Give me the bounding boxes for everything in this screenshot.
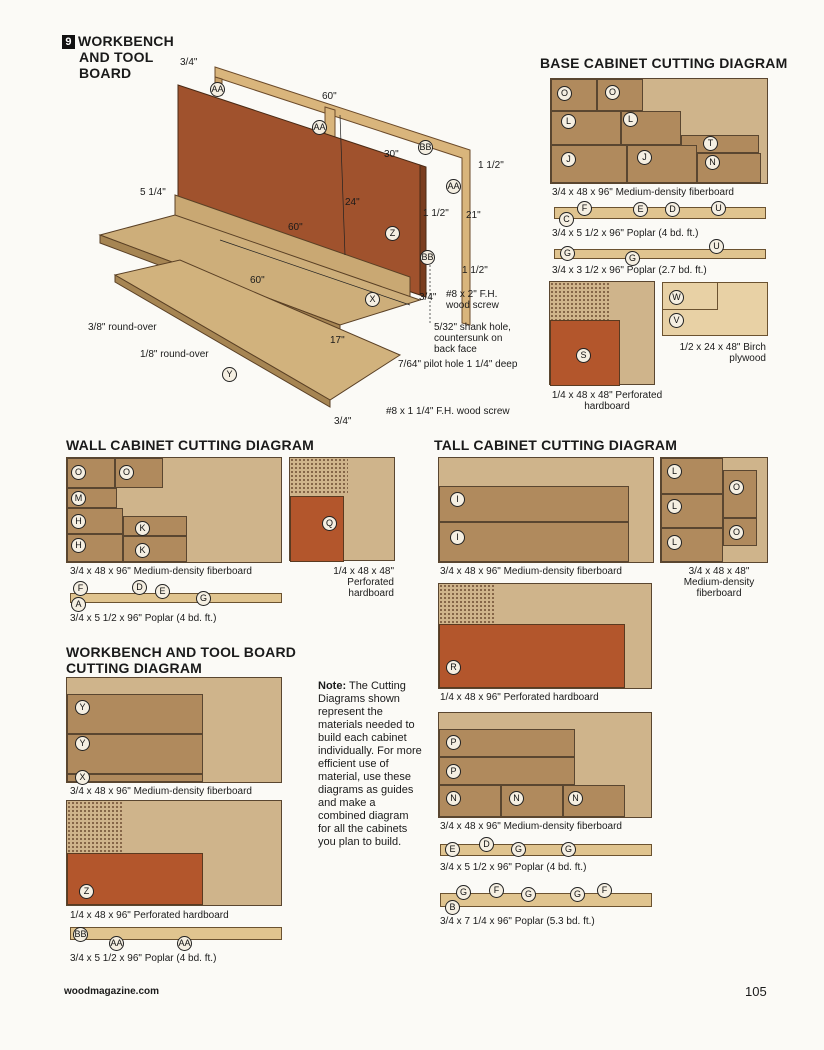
wb-hardboard-sheet <box>66 800 282 906</box>
tall-mdf-small-caption: 3/4 x 48 x 48" Medium-density fiberboard <box>683 566 755 599</box>
part-tag: F <box>577 201 592 216</box>
part-tag: X <box>75 770 90 785</box>
part-tag: AA <box>210 82 225 97</box>
part-tag: K <box>135 543 150 558</box>
part-tag: G <box>456 885 471 900</box>
workbench-exploded-drawing <box>90 55 520 430</box>
base-hardboard-sheet <box>549 281 655 385</box>
tall-mdf-small-sheet <box>660 457 768 563</box>
part-tag: D <box>665 202 680 217</box>
dim-label: 17" <box>330 335 345 346</box>
part-tag: G <box>625 251 640 266</box>
part-tag: BB <box>418 140 433 155</box>
part-tag: L <box>667 499 682 514</box>
tall-mdf2-sheet <box>438 712 652 818</box>
part-tag: P <box>446 764 461 779</box>
base-hardboard-caption: 1/4 x 48 x 48" Perforated hardboard <box>551 390 663 412</box>
part-tag: D <box>479 837 494 852</box>
dim-label: 24" <box>345 197 360 208</box>
tall-poplar2-caption: 3/4 x 7 1/4 x 96" Poplar (5.3 bd. ft.) <box>440 916 595 927</box>
page-number: 105 <box>745 984 767 999</box>
part-tag: A <box>71 597 86 612</box>
part-tag: L <box>623 112 638 127</box>
part-tag: AA <box>109 936 124 951</box>
base-mdf-sheet <box>550 78 768 184</box>
part-tag: O <box>557 86 572 101</box>
tall-mdf-sheet <box>438 457 654 563</box>
part-tag: L <box>667 535 682 550</box>
base-poplar-board-1 <box>554 203 766 224</box>
part-tag: N <box>446 791 461 806</box>
tall-poplar-board-2 <box>440 885 652 912</box>
part-tag: F <box>489 883 504 898</box>
part-tag: BB <box>73 927 88 942</box>
wb-poplar-caption: 3/4 x 5 1/2 x 96" Poplar (4 bd. ft.) <box>70 953 217 964</box>
tall-hardboard-caption: 1/4 x 48 x 96" Perforated hardboard <box>440 692 599 703</box>
tall-poplar-board-1 <box>440 839 652 856</box>
part-tag: C <box>559 212 574 227</box>
wb-mdf-sheet <box>66 677 282 783</box>
part-tag: F <box>73 581 88 596</box>
part-tag: Y <box>222 367 237 382</box>
part-tag: O <box>729 480 744 495</box>
part-tag: I <box>450 492 465 507</box>
part-tag: O <box>119 465 134 480</box>
part-tag: Z <box>79 884 94 899</box>
tall-mdf2-caption: 3/4 x 48 x 96" Medium-density fiberboard <box>440 821 622 832</box>
base-plywood-sheet <box>662 282 768 336</box>
dim-label: 5 1/4" <box>140 187 166 198</box>
part-tag: G <box>521 887 536 902</box>
wall-poplar-caption: 3/4 x 5 1/2 x 96" Poplar (4 bd. ft.) <box>70 613 217 624</box>
part-tag: N <box>509 791 524 806</box>
callout-screw-1-1-4: #8 x 1 1/4" F.H. wood screw <box>386 406 510 417</box>
callout-shank-hole: 5/32" shank hole, countersunk on back face <box>434 322 511 355</box>
part-tag: W <box>669 290 684 305</box>
part-tag: H <box>71 538 86 553</box>
base-plywood-caption: 1/2 x 24 x 48" Birch plywood <box>679 342 766 364</box>
dim-label: 3/4" <box>180 57 198 68</box>
part-tag: B <box>445 900 460 915</box>
wb-hardboard-caption: 1/4 x 48 x 96" Perforated hardboard <box>70 910 229 921</box>
part-tag: F <box>597 883 612 898</box>
callout-roundover-3-8: 3/8" round-over <box>88 322 157 333</box>
callout-roundover-1-8: 1/8" round-over <box>140 349 209 360</box>
part-tag: E <box>633 202 648 217</box>
wall-cabinet-title: WALL CABINET CUTTING DIAGRAM <box>66 437 314 453</box>
part-tag: Y <box>75 700 90 715</box>
part-tag: G <box>570 887 585 902</box>
part-tag: N <box>705 155 720 170</box>
tall-poplar1-caption: 3/4 x 5 1/2 x 96" Poplar (4 bd. ft.) <box>440 862 587 873</box>
base-mdf-caption: 3/4 x 48 x 96" Medium-density fiberboard <box>552 187 734 198</box>
part-tag: AA <box>312 120 327 135</box>
part-tag: Z <box>385 226 400 241</box>
base-poplar1-caption: 3/4 x 5 1/2 x 96" Poplar (4 bd. ft.) <box>552 228 699 239</box>
part-tag: Y <box>75 736 90 751</box>
part-tag: G <box>511 842 526 857</box>
part-tag: O <box>729 525 744 540</box>
part-tag: J <box>637 150 652 165</box>
callout-screw-2: #8 x 2" F.H. wood screw <box>446 289 499 311</box>
part-tag: L <box>667 464 682 479</box>
part-tag: S <box>576 348 591 363</box>
part-tag: D <box>132 580 147 595</box>
part-tag: K <box>135 521 150 536</box>
wall-mdf-caption: 3/4 x 48 x 96" Medium-density fiberboard <box>70 566 252 577</box>
dim-label: 1 1/2" <box>478 160 504 171</box>
part-tag: O <box>605 85 620 100</box>
part-tag: G <box>561 842 576 857</box>
part-tag: BB <box>420 250 435 265</box>
part-tag: V <box>669 313 684 328</box>
dim-label: 1 1/2" <box>423 208 449 219</box>
part-tag: L <box>561 114 576 129</box>
part-tag: AA <box>177 936 192 951</box>
part-tag: J <box>561 152 576 167</box>
part-tag: X <box>365 292 380 307</box>
dim-label: 1 1/2" <box>462 265 488 276</box>
part-tag: U <box>709 239 724 254</box>
callout-pilot-hole: 7/64" pilot hole 1 1/4" deep <box>398 359 518 370</box>
wb-mdf-caption: 3/4 x 48 x 96" Medium-density fiberboard <box>70 786 252 797</box>
wb-diagram-title: WORKBENCH AND TOOL BOARD CUTTING DIAGRAM <box>66 644 297 676</box>
base-poplar-board-2 <box>554 241 766 263</box>
dim-label: 60" <box>288 222 303 233</box>
part-tag: U <box>711 201 726 216</box>
wb-poplar-board <box>70 927 282 948</box>
part-tag: AA <box>446 179 461 194</box>
note-label: Note: <box>318 680 347 692</box>
footer-site-url: woodmagazine.com <box>64 986 160 997</box>
part-tag: Q <box>322 516 337 531</box>
note-text: The Cutting Diagrams shown represent the materials needed to build each cabinet individually. For more efficient use of material, use these diagrams as guides and make a combined diagram for all the cabinets you plan to build. <box>318 680 422 848</box>
part-tag: O <box>71 465 86 480</box>
part-tag: P <box>446 735 461 750</box>
part-tag: M <box>71 491 86 506</box>
wall-poplar-board <box>70 582 282 609</box>
dim-label: 60" <box>322 91 337 102</box>
part-tag: T <box>703 136 718 151</box>
dim-label: 21" <box>466 210 481 221</box>
tall-mdf-caption: 3/4 x 48 x 96" Medium-density fiberboard <box>440 566 622 577</box>
dim-label: 3/4" <box>334 416 352 427</box>
part-tag: E <box>445 842 460 857</box>
tall-hardboard-sheet <box>438 583 652 689</box>
part-tag: I <box>450 530 465 545</box>
part-tag: N <box>568 791 583 806</box>
part-tag: H <box>71 514 86 529</box>
part-tag: R <box>446 660 461 675</box>
workbench-title: 9 WORKBENCH AND TOOL BOARD <box>62 33 174 81</box>
dim-label: 30" <box>384 149 399 160</box>
wall-hardboard-caption: 1/4 x 48 x 48" Perforated hardboard <box>333 566 394 599</box>
section-number-badge: 9 <box>62 35 75 49</box>
wall-mdf-sheet <box>66 457 282 563</box>
dim-label: 60" <box>250 275 265 286</box>
part-tag: G <box>196 591 211 606</box>
dim-label: 3/4" <box>419 292 437 303</box>
tall-cabinet-title: TALL CABINET CUTTING DIAGRAM <box>434 437 678 453</box>
note-block <box>318 680 422 849</box>
part-tag: E <box>155 584 170 599</box>
base-poplar2-caption: 3/4 x 3 1/2 x 96" Poplar (2.7 bd. ft.) <box>552 265 707 276</box>
part-tag: G <box>560 246 575 261</box>
wall-hardboard-sheet <box>289 457 395 561</box>
base-cabinet-title: BASE CABINET CUTTING DIAGRAM <box>540 55 788 71</box>
